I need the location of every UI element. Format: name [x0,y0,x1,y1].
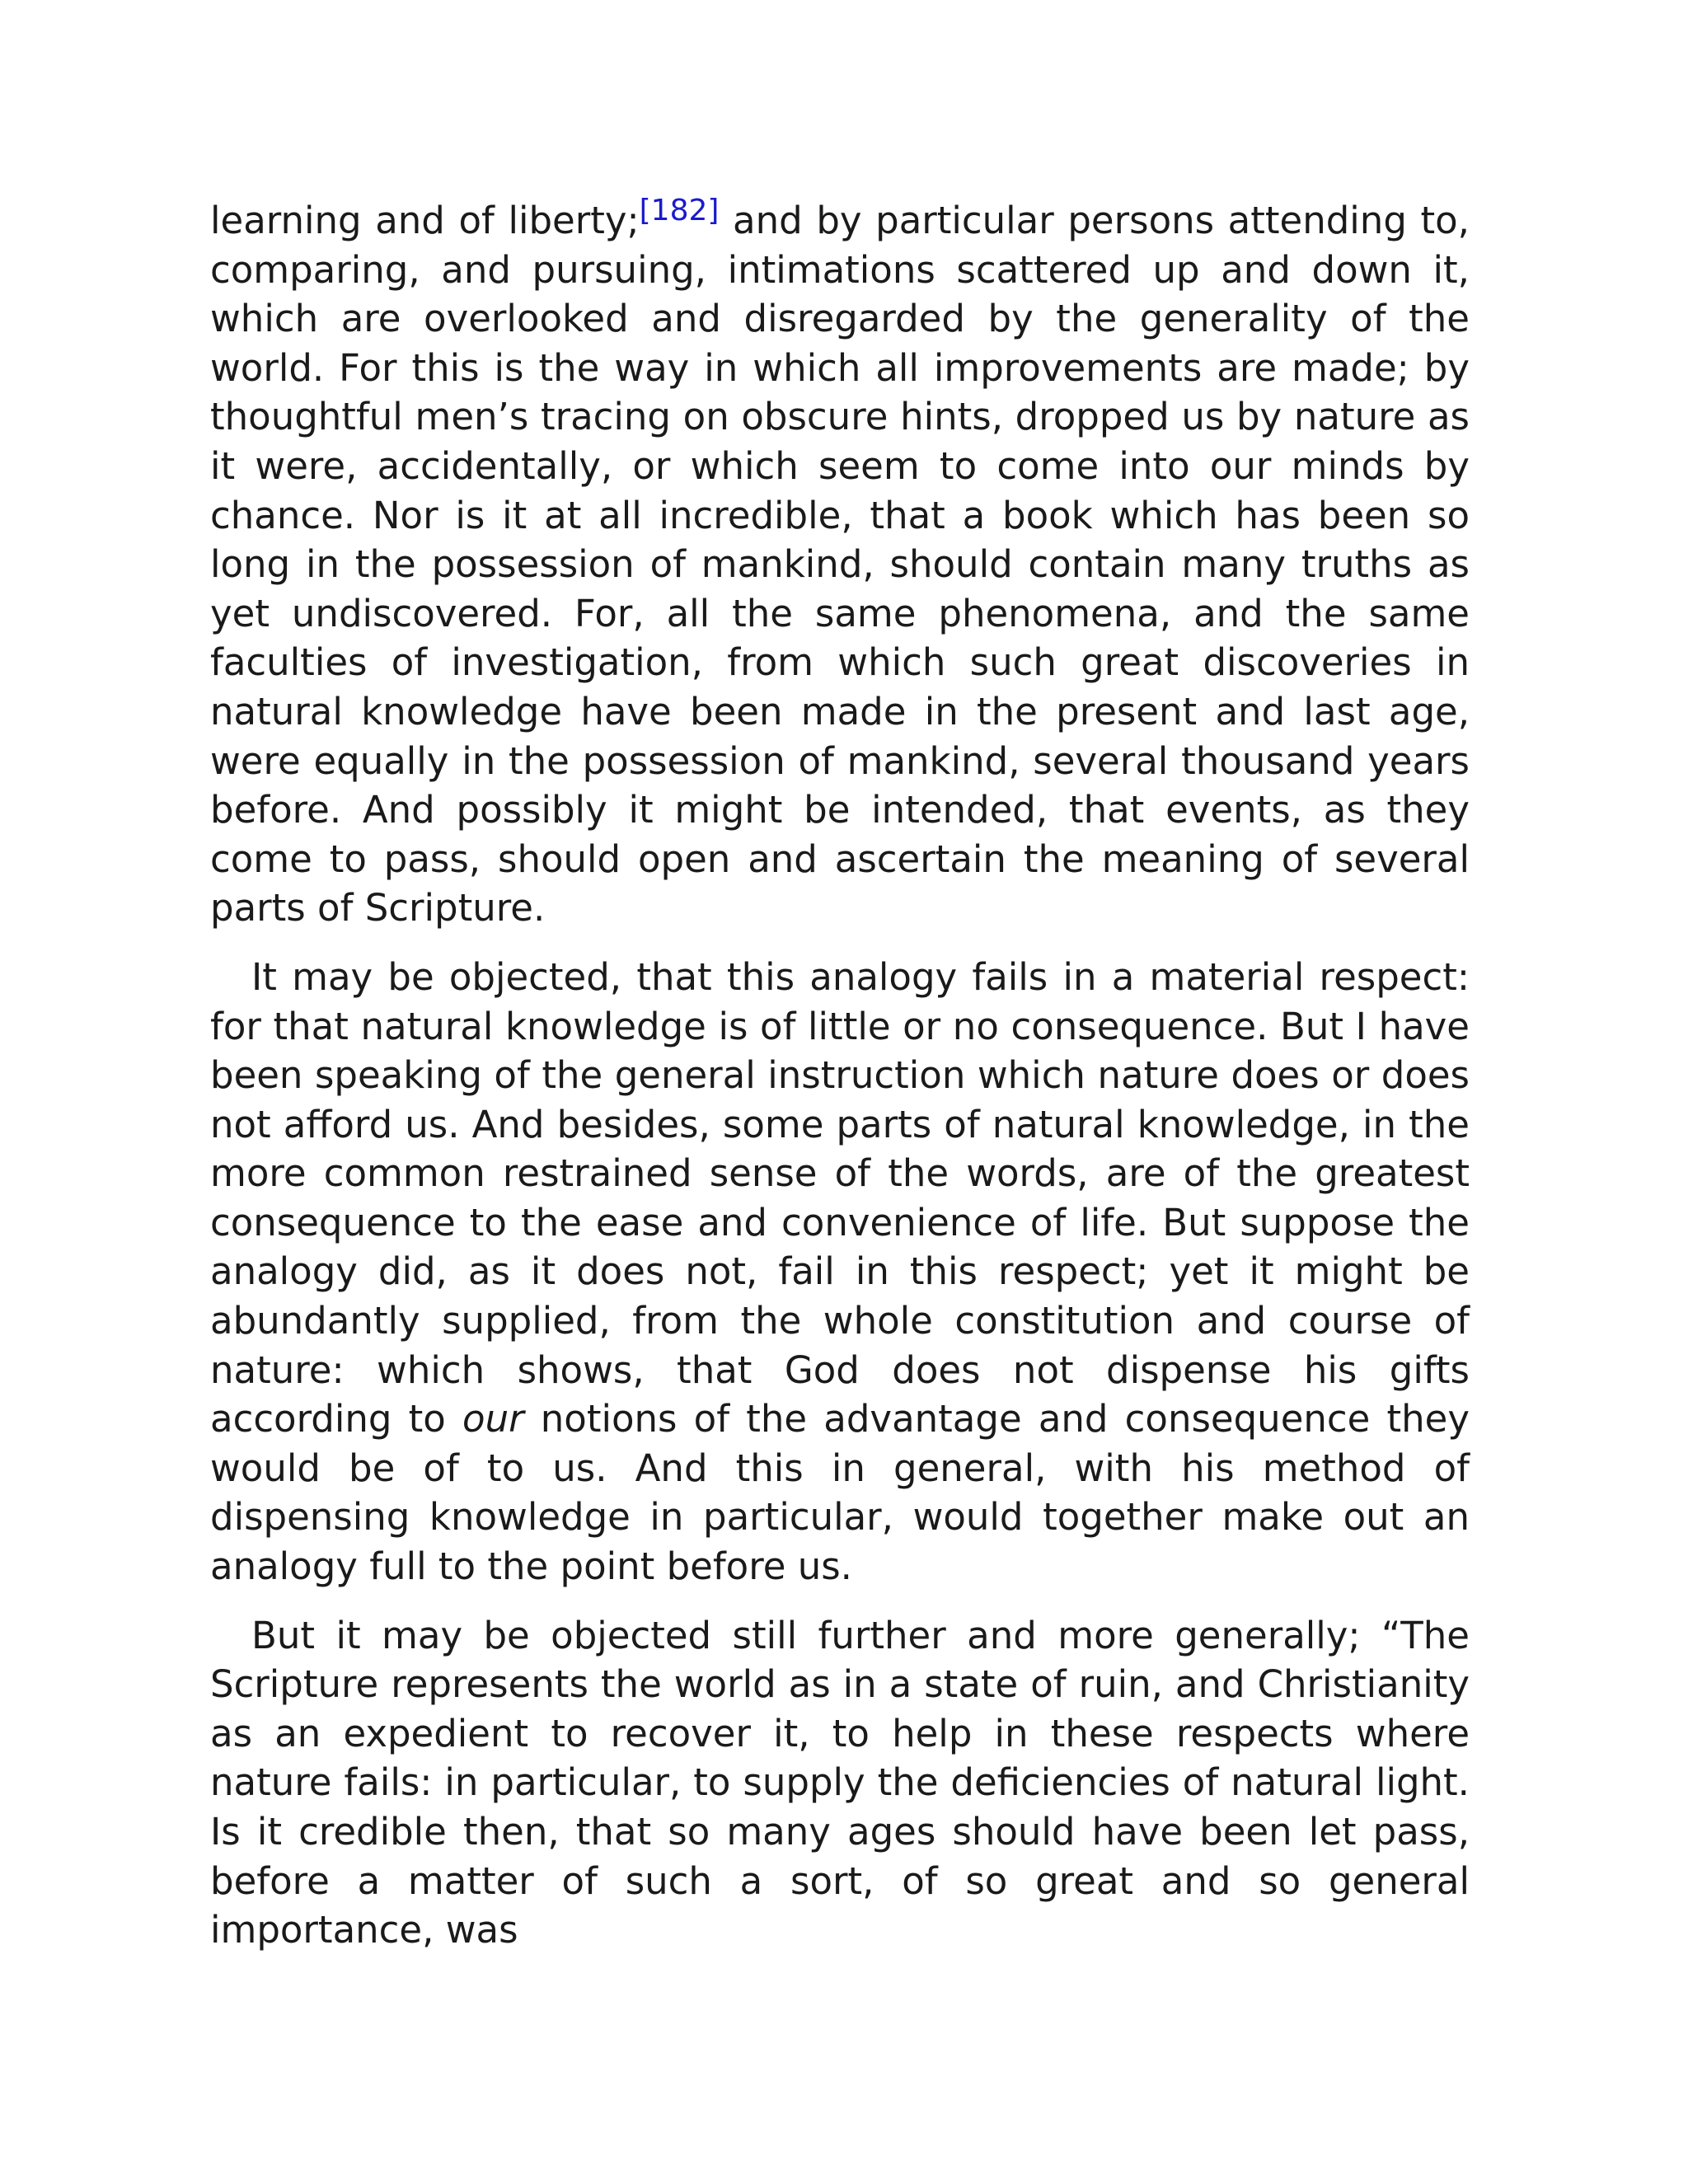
paragraph-2-emphasis: our [462,1397,524,1441]
paragraph-2-text-b: notions of the advantage and consequence they would be of to us. And this in general, with his method of dispensing knowledge in particular, would together make out an analogy full to the point before us. [210,1397,1470,1589]
paragraph-3 [210,1611,1470,1955]
paragraph-1-text-b: and by particular persons attending to, comparing, and pursuing, intimations scattered up and down it, which are overlooked and disregarded by the generality of the world. For this is the way in which all improvements are made; by thoughtful men’s tracing on obscure hints, dropped us by nature as it were, accidentally, or which seem to come into our minds by chance. Nor is it at all incredible, that a book which has been so long in the possession of mankind, should contain many truths as yet undiscovered. For, all the same phenomena, and the same faculties of investigation, from which such great discoveries in natural knowledge have been made in the present and last age, were equally in the possession of mankind, several thousand years before. And possibly it might be intended, that events, as they come to pass, should open and ascertain the meaning of several parts of Scripture. [210,199,1470,930]
paragraph-3-text-a: But it may be objected still further and more generally; “The Scripture represents the world as in a state of ruin, and Christianity as an expedient to recover it, to help in these respects where nature fails: in particular, to supply the deficiencies of natural light. Is it credible then, that so many ages should have been let pass, before a matter of such a sort, of so great and so general importance, was [210,1613,1470,1952]
footnote-link-182[interactable]: [182] [639,194,720,227]
paragraph-1-text-a: learning and of liberty; [210,199,640,242]
page-text [210,196,1470,1975]
paragraph-2-text-a: It may be objected, that this analogy fails in a material respect: for that natural knowledge is of little or no consequence. But I have been speaking of the general instruction which nature does or does not afford us. And besides, some parts of natural knowledge, in the more common restrained sense of the words, are of the greatest consequence to the ease and convenience of life. But suppose the analogy did, as it does not, fail in this respect; yet it might be abundantly supplied, from the whole constitution and course of nature: which shows, that God does not dispense his gifts according to [210,954,1470,1441]
paragraph-1 [210,196,1470,933]
paragraph-2 [210,953,1470,1591]
